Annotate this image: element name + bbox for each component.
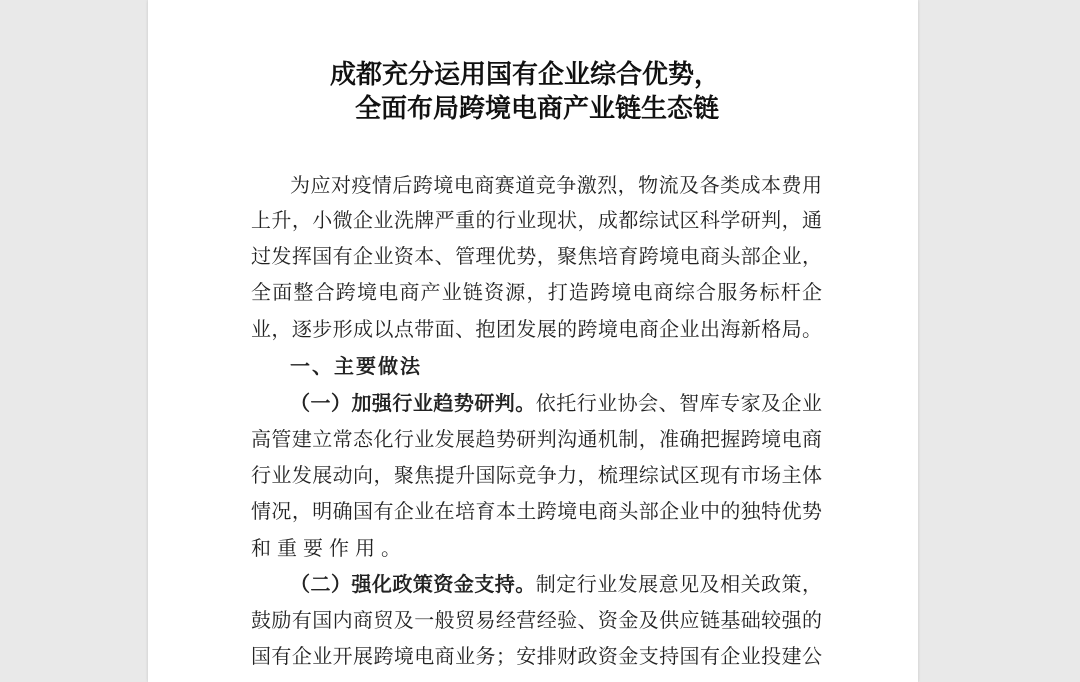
item1-line: 高管建立常态化行业发展趋势研判沟通机制，准确把握跨境电商: [251, 427, 822, 451]
intro-line: 全面整合跨境电商产业链资源，打造跨境电商综合服务标杆企: [251, 280, 822, 304]
item1-heading: （一）加强行业趋势研判。: [290, 391, 536, 415]
item1-text: 依托行业协会、智库专家及企业: [535, 391, 823, 415]
document-title-line-1: 成都充分运用国有企业综合优势，: [329, 60, 720, 90]
item1-line: 情况，明确国有企业在培育本土跨境电商头部企业中的独特优势: [251, 499, 822, 523]
item2-first-line: [290, 571, 822, 597]
item2-line: 鼓励有国内商贸及一般贸易经营经验、资金及供应链基础较强的: [251, 608, 822, 632]
item1-line: 行业发展动向，聚焦提升国际竞争力，梳理综试区现有市场主体: [251, 463, 822, 487]
document-title-line-2: 全面布局跨境电商产业链生态链: [354, 94, 719, 124]
item2-line: 国有企业开展跨境电商业务；安排财政资金支持国有企业投建公: [251, 644, 822, 668]
item2-text: 制定行业发展意见及相关政策，: [535, 572, 823, 596]
intro-line: 上升，小微企业洗牌严重的行业现状，成都综试区科学研判，通: [251, 208, 822, 232]
document-page: [148, 0, 918, 682]
section-heading: 一、主要做法: [290, 354, 422, 378]
item1-line: 和重要作用。: [251, 536, 407, 560]
intro-line: 过发挥国有企业资本、管理优势，聚焦培育跨境电商头部企业，: [251, 244, 822, 268]
item2-heading: （二）强化政策资金支持。: [290, 572, 536, 596]
item1-first-line: [290, 390, 822, 416]
intro-line: 业，逐步形成以点带面、抱团发展的跨境电商企业出海新格局。: [251, 317, 822, 341]
intro-line: 为应对疫情后跨境电商赛道竞争激烈，物流及各类成本费用: [290, 173, 822, 197]
